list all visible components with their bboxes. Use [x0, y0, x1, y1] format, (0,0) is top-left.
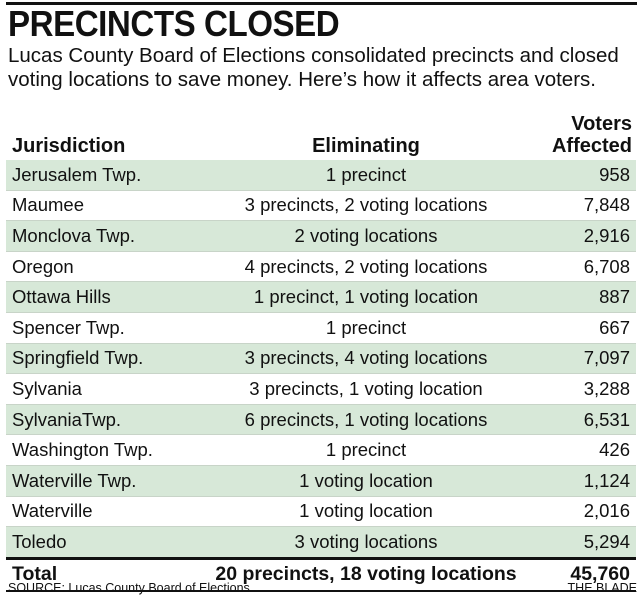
table-row — [6, 527, 636, 559]
voters-affected-cell: 958 — [526, 160, 636, 190]
jurisdiction-cell: Washington Twp. — [6, 435, 206, 466]
table-row — [6, 465, 636, 496]
jurisdiction-cell: Sylvania — [6, 374, 206, 405]
eliminating-cell: 6 precincts, 1 voting locations — [206, 404, 526, 435]
jurisdiction-cell: Maumee — [6, 190, 206, 221]
eliminating-cell: 3 precincts, 4 voting locations — [206, 343, 526, 374]
table-row — [6, 221, 636, 252]
eliminating-cell: 3 precincts, 1 voting location — [206, 374, 526, 405]
voters-affected-cell: 2,016 — [526, 496, 636, 527]
jurisdiction-cell: Springfield Twp. — [6, 343, 206, 374]
table-row — [6, 190, 636, 221]
header-voters-affected — [526, 113, 636, 160]
voters-affected-cell: 2,916 — [526, 221, 636, 252]
voters-affected-cell: 667 — [526, 312, 636, 343]
jurisdiction-cell: Toledo — [6, 527, 206, 559]
eliminating-cell: 1 precinct — [206, 435, 526, 466]
table-row — [6, 343, 636, 374]
header-row — [6, 113, 636, 160]
voters-affected-cell: 1,124 — [526, 465, 636, 496]
table-body — [6, 160, 636, 558]
jurisdiction-cell: Jerusalem Twp. — [6, 160, 206, 190]
table-row — [6, 160, 636, 190]
eliminating-cell: 1 precinct, 1 voting location — [206, 282, 526, 313]
total-voters: 45,760 — [526, 558, 636, 591]
publication-credit: THE BLADE — [567, 581, 637, 595]
header-eliminating: Eliminating — [312, 135, 420, 157]
voters-affected-cell: 6,708 — [526, 251, 636, 282]
voters-affected-cell: 6,531 — [526, 404, 636, 435]
table-row — [6, 282, 636, 313]
voters-affected-cell: 426 — [526, 435, 636, 466]
eliminating-cell: 4 precincts, 2 voting locations — [206, 251, 526, 282]
voters-affected-cell: 3,288 — [526, 374, 636, 405]
table-row — [6, 496, 636, 527]
eliminating-cell: 1 precinct — [206, 160, 526, 190]
table-row — [6, 435, 636, 466]
jurisdiction-cell: SylvaniaTwp. — [6, 404, 206, 435]
table-row — [6, 374, 636, 405]
intro-text: Lucas County Board of Elections consolidated precincts and closed voting locations to save money. Here’s how it affects area voters. — [8, 44, 619, 91]
eliminating-cell: 2 voting locations — [206, 221, 526, 252]
header-jurisdiction: Jurisdiction — [12, 135, 126, 157]
voters-affected-cell: 7,097 — [526, 343, 636, 374]
jurisdiction-cell: Spencer Twp. — [6, 312, 206, 343]
total-eliminating: 20 precincts, 18 voting locations — [206, 558, 526, 591]
table-row — [6, 404, 636, 435]
table-row — [6, 251, 636, 282]
header-voters-line1: Voters — [571, 113, 632, 135]
eliminating-cell: 3 voting locations — [206, 527, 526, 559]
graphic-title: PRECINCTS CLOSED — [8, 3, 340, 44]
header-voters-line2: Affected — [551, 135, 632, 157]
eliminating-cell: 1 voting location — [206, 496, 526, 527]
voters-affected-cell: 7,848 — [526, 190, 636, 221]
precincts-table — [6, 113, 636, 592]
jurisdiction-cell: Waterville Twp. — [6, 465, 206, 496]
eliminating-cell: 3 precincts, 2 voting locations — [206, 190, 526, 221]
total-label: Total — [6, 558, 206, 591]
voters-affected-cell: 5,294 — [526, 527, 636, 559]
table-row — [6, 312, 636, 343]
jurisdiction-cell: Monclova Twp. — [6, 221, 206, 252]
eliminating-cell: 1 voting location — [206, 465, 526, 496]
jurisdiction-cell: Waterville — [6, 496, 206, 527]
eliminating-cell: 1 precinct — [206, 312, 526, 343]
jurisdiction-cell: Ottawa Hills — [6, 282, 206, 313]
source-note: SOURCE: Lucas County Board of Elections — [8, 581, 250, 595]
jurisdiction-cell: Oregon — [6, 251, 206, 282]
voters-affected-cell: 887 — [526, 282, 636, 313]
